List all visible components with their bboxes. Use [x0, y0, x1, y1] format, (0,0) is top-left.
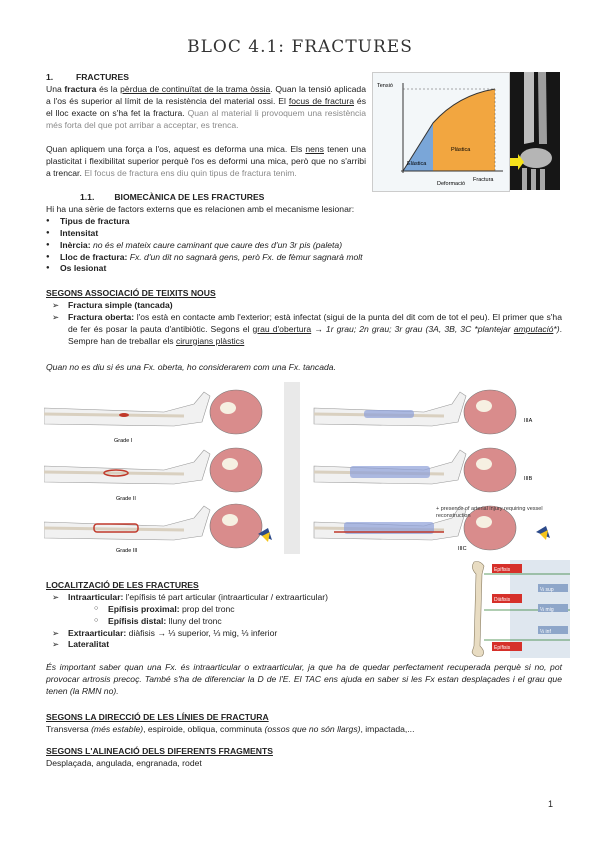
page-number: 1: [548, 799, 554, 809]
paragraph-deformation: Quan apliquem una força a l'os, aquest es deforma una mica. Els nens tenen una plasticitat i flexibilitat superior perquè l'os es deformi una mica, però que no s'arribi a trencar. El focus de fractura ens diu quin tipus de fractura tenim.: [46, 144, 366, 178]
graph-zone-plastic: Plàstica: [451, 147, 471, 153]
align-text: Desplaçada, angulada, engranada, rodet: [46, 758, 202, 768]
biomechanics-list: [46, 216, 546, 275]
arrow-bullet-icon: ➢: [52, 311, 60, 322]
dir-heading: SEGONS LA DIRECCIÓ DE LES LÍNIES DE FRACTURA: [46, 712, 269, 722]
carpal-bones: [520, 148, 552, 168]
ulna-bone: [538, 72, 547, 144]
list-item: ○ Epífisis proximal: prop del tronc: [94, 603, 235, 614]
grade-1-label: Grade I: [114, 438, 133, 444]
graph-y-label: Tensió: [377, 83, 393, 89]
list-item: ➢ Fractura oberta: l'os està en contacte amb l'exterior; està infectat (sigui de la punta del dit com de tot el peu). El primer que s'ha de fer és posar la pauta d'antibiòtic. Segons el grau d'obertura → 1r grau; 2n grau; 3r grau (3A, 3B, 3C *plantejar amputació*). Sempre han de treballar els cirurgians plàstics: [52, 311, 562, 346]
bone-label-epiphysis-bottom: Epífisis: [494, 645, 511, 651]
arrow-bullet-icon: ➢: [52, 592, 60, 602]
section-number: 1.: [46, 72, 54, 82]
section-fractures: [46, 72, 366, 84]
paragraph-definition: Una fractura és la pèrdua de continuïtat de la trama òssia. Quan la tensió aplicada a l'os és superior al límit de la resistència del material ossi. El focus de fractura és el lloc exacte on s'ha fet la fractura. Quan al material li provoquem una resistència més forta del que pot arribar a acceptar, es trenca.: [46, 84, 367, 130]
femur-bone: [472, 562, 484, 657]
grade-3a-label: IIIA: [524, 418, 533, 424]
assoc-note: Quan no es diu si és una Fx. oberta, ho considerarem com una Fx. tancada.: [46, 362, 336, 372]
arrow-bullet-icon: ➢: [52, 627, 60, 638]
align-heading: SEGONS L'ALINEACIÓ DELS DIFERENTS FRAGMENTS: [46, 746, 273, 756]
figure-divider: [284, 382, 300, 554]
bone-diagram: [466, 560, 570, 658]
grade-3-label: Grade III: [116, 548, 138, 554]
list-item: ➢ Lateralitat: [52, 639, 110, 650]
assoc-heading: SEGONS ASSOCIACIÓ DE TEIXITS NOUS: [46, 288, 216, 298]
bone-diagram-svg: [466, 560, 570, 658]
radius-bone: [524, 72, 534, 144]
graph-zone-elastic: Elàstica: [407, 161, 427, 167]
stress-strain-svg: [373, 73, 509, 191]
section-heading: [46, 72, 366, 84]
assoc-list: [46, 300, 562, 347]
bone-label-diaphysis: Diàfisis: [494, 597, 511, 603]
list-item: ➢ Fractura simple (tancada): [52, 300, 173, 310]
list-item: ○ Epífisis distal: lluny del tronc: [94, 615, 222, 626]
open-fracture-svg: [44, 382, 560, 554]
list-item: ● Os lesionat: [46, 263, 546, 275]
stress-strain-graph: [372, 72, 510, 192]
page-title: BLOC 4.1: FRACTURES: [187, 37, 413, 57]
bone-label-epiphysis-top: Epífisis: [494, 567, 511, 573]
xray-wrist-image: [510, 72, 560, 190]
grade-2-label: Grade II: [116, 496, 136, 502]
grade-2-leg: [44, 448, 262, 492]
section-title: FRACTURES: [75, 72, 129, 82]
list-item: ➢ Extraarticular: diàfisis → ⅓ superior, ⅓ mig, ⅓ inferior: [52, 627, 278, 638]
arrow-bullet-icon: ➢: [52, 639, 60, 650]
list-item: ➢ Intraarticular: l'epífisis té part articular (intraarticular / extraarticular): [52, 592, 329, 602]
grade-3b-leg: [314, 448, 516, 492]
grade-3a-leg: [314, 390, 516, 434]
metacarpal-1: [522, 168, 527, 190]
loc-note: És important saber quan una Fx. és intraarticular o extraarticular, ja que ha de quedar perfectament recuperada perquè si no, pot provocar artrosis precoç. També s'ha de diferenciar la D de l'E. El TAC ens ajuda en saber si les Fx estan desplaçades i el grau que tenen (la RMN no).: [46, 662, 562, 696]
grade-3b-label: IIIB: [524, 476, 533, 482]
arrow-bullet-icon: ➢: [52, 300, 60, 310]
list-item: ● Intensitat: [46, 228, 546, 240]
list-item: ● Lloc de fractura: Fx. d'un dit no sagnarà gens, però Fx. de fèmur sagnarà molt: [46, 252, 546, 264]
open-fracture-figure: [44, 382, 560, 554]
xray-svg: [510, 72, 560, 190]
grade-3c-label: IIIC: [458, 546, 467, 552]
loc-list: [46, 592, 456, 651]
loc-heading: LOCALITZACIÓ DE LES FRACTURES: [46, 580, 199, 590]
metacarpal-2: [531, 169, 536, 190]
list-item: ● Tipus de fractura: [46, 216, 546, 228]
biomechanics-intro: Hi ha una sèrie de factors externs que es relacionen amb el mecanisme lesionar:: [46, 204, 355, 214]
metacarpal-3: [540, 169, 545, 190]
list-item: ● Inèrcia: no és el mateix caure caminant que caure des d'un 3r pis (paleta): [46, 240, 546, 252]
graph-zone-fracture: Fractura: [473, 177, 494, 183]
circle-bullet-icon: ○: [94, 604, 99, 612]
circle-bullet-icon: ○: [94, 616, 99, 624]
dir-text: Transversa (més estable), espiroide, obliqua, comminuta (ossos que no són llargs), impactada,...: [46, 724, 415, 734]
grade-1-leg: [44, 390, 262, 434]
third-label-inf: ⅓ inf: [540, 629, 551, 635]
figure-caption: + presence of arterial injury requiring vessel reconstruction: [436, 506, 543, 519]
third-label-sup: ⅓ sup: [540, 587, 554, 593]
graph-x-label: Deformació: [437, 181, 466, 187]
subsection-heading: 1.1. BIOMECÀNICA DE LES FRACTURES: [80, 192, 265, 202]
third-label-mid: ⅓ mig: [540, 607, 554, 613]
grade-3-leg: [44, 504, 272, 548]
